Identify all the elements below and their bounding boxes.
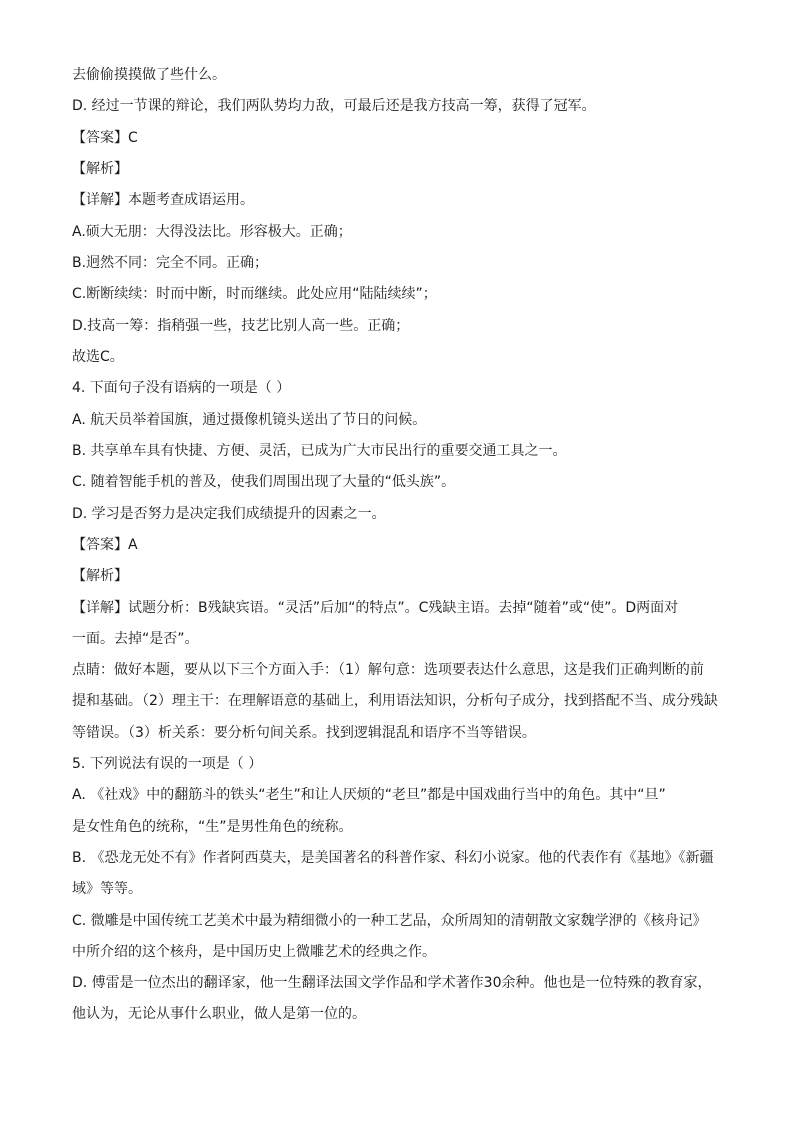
text-line: B.迥然不同：完全不同。正确； (72, 255, 269, 271)
option-line: B. 共享单车具有快捷、方便、灵活，已成为广大市民出行的重要交通工具之一。 (72, 443, 567, 459)
answer-label: 【答案】A (72, 537, 138, 553)
option-line: C. 微雕是中国传统工艺美术中最为精细微小的一种工艺品，众所周知的清朝散文家魏学洢的《核舟记》 (72, 913, 707, 929)
text-line: 等错误。（3）析关系：要分析句间关系。找到逻辑混乱和语序不当等错误。 (72, 725, 536, 741)
option-line: A. 《社戏》中的翻筋斗的铁头“老生”和让人厌烦的“老旦”都是中国戏曲行当中的角色。其中“旦” (72, 787, 666, 803)
option-line: D. 傅雷是一位杰出的翻译家，他一生翻译法国文学作品和学术著作30余种。他也是一位特殊的教育家， (72, 975, 712, 991)
text-line: 【详解】试题分析：B残缺宾语。“灵活”后加“的特点”。C残缺主语。去掉“随着”或“使”。D两面对 (72, 600, 679, 616)
text-line: 提和基础。（2）理主干：在理解语意的基础上，利用语法知识，分析句子成分，找到搭配不当、成分残缺 (72, 693, 718, 709)
option-line: B. 《恐龙无处不有》作者阿西莫夫，是美国著名的科普作家、科幻小说家。他的代表作有《基地》《新疆 (72, 850, 714, 866)
analysis-label: 【解析】 (72, 161, 128, 177)
text-line: 点睛：做好本题，要从以下三个方面入手：（1）解句意：选项要表达什么意思，这是我们正确判断的前 (72, 662, 704, 678)
answer-label: 【答案】C (72, 130, 138, 146)
text-line: 故选C。 (72, 349, 124, 365)
text-line: 是女性角色的统称，“生”是男性角色的统称。 (72, 819, 353, 835)
option-line: A. 航天员举着国旗，通过摄像机镜头送出了节日的问候。 (72, 412, 427, 428)
analysis-label: 【解析】 (72, 568, 128, 584)
question-title: 4. 下面句子没有语病的一项是（ ） (72, 380, 291, 396)
option-line: C. 随着智能手机的普及，使我们周围出现了大量的“低头族”。 (72, 474, 456, 490)
text-line: D. 经过一节课的辩论，我们两队势均力敌，可最后还是我方技高一筹，获得了冠军。 (72, 98, 596, 114)
text-line: 中所介绍的这个核舟，是中国历史上微雕艺术的经典之作。 (72, 944, 436, 960)
text-line: C.断断续续：时而中断，时而继续。此处应用“陆陆续续”； (72, 286, 437, 302)
text-line: 【详解】本题考查成语运用。 (72, 192, 254, 208)
option-line: D. 学习是否努力是决定我们成绩提升的因素之一。 (72, 506, 386, 522)
text-line: D.技高一筹：指稍强一些，技艺比别人高一些。正确； (72, 318, 410, 334)
text-line: 他认为，无论从事什么职业，做人是第一位的。 (72, 1006, 366, 1022)
text-line: 域》等等。 (72, 881, 142, 897)
text-line: A.硕大无朋：大得没法比。形容极大。正确； (72, 224, 352, 240)
text-line: 去偷偷摸摸做了些什么。 (72, 67, 226, 83)
question-title: 5. 下列说法有误的一项是（ ） (72, 756, 263, 772)
text-line: 一面。去掉“是否”。 (72, 631, 199, 647)
